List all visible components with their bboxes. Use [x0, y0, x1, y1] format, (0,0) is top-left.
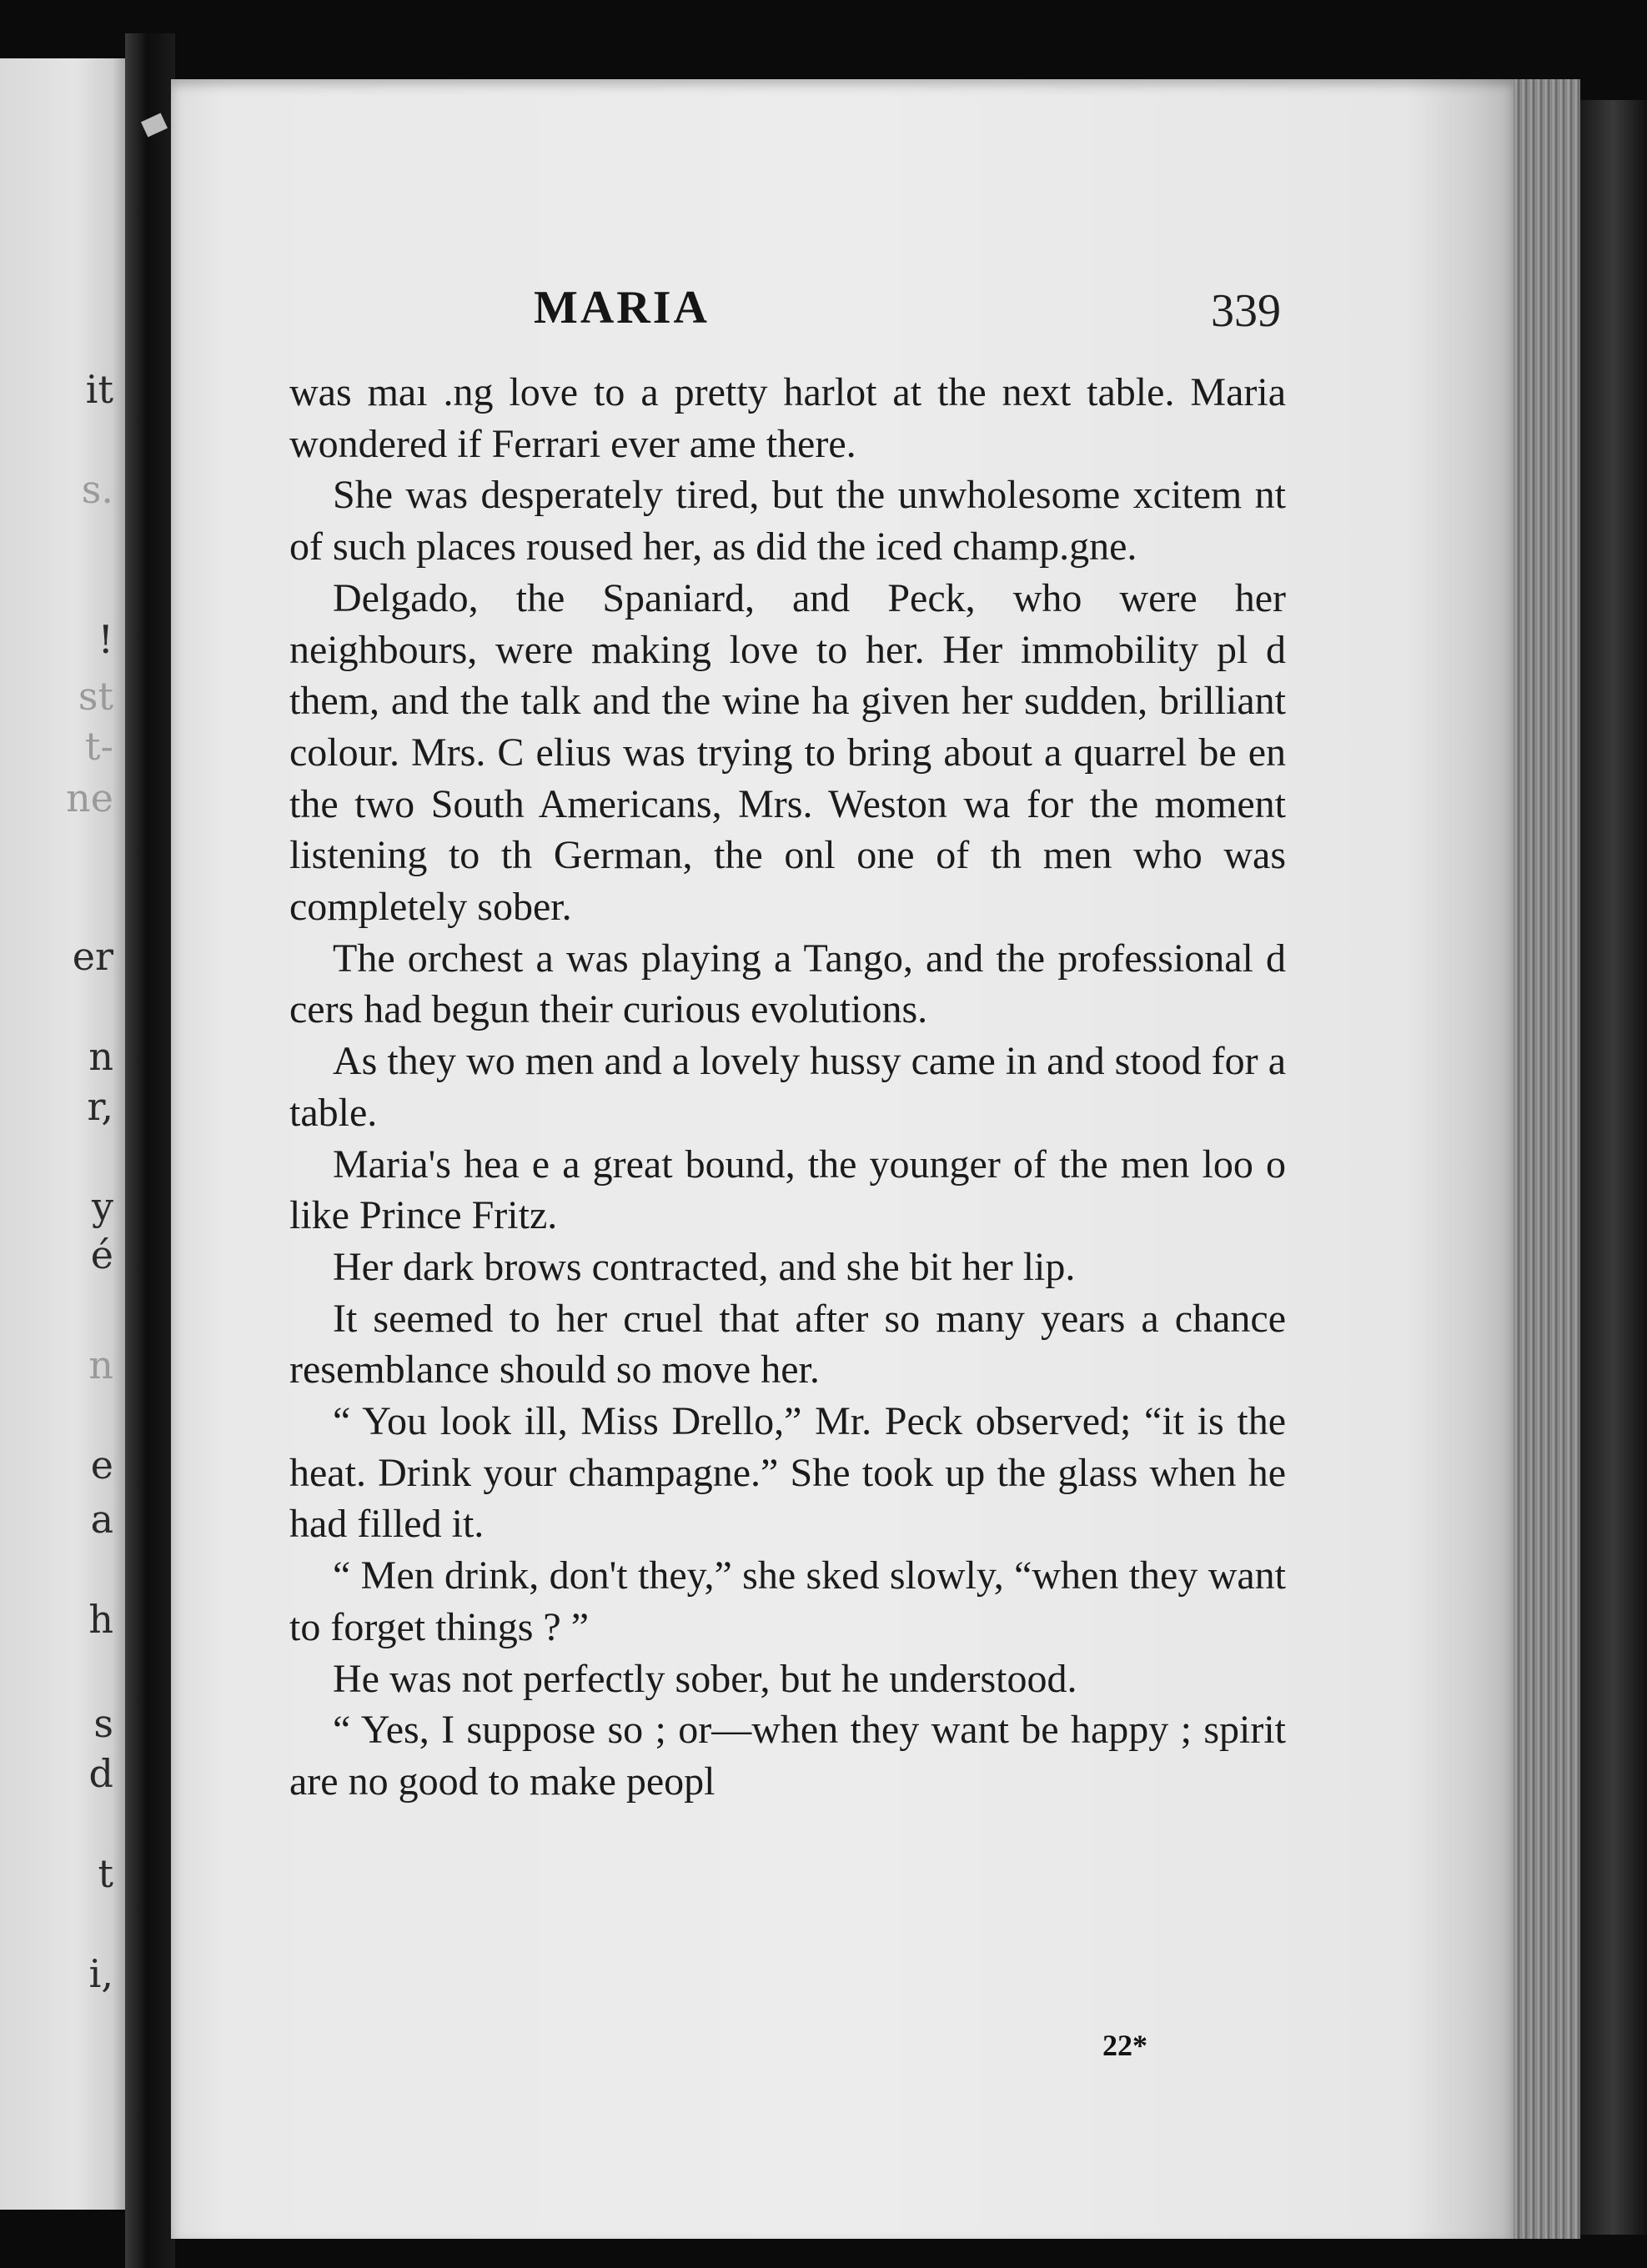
left-page-fragment: y [92, 1184, 113, 1229]
left-facing-page [0, 58, 125, 2210]
left-page-fragment: t [98, 1851, 113, 1896]
left-page-fragment: st [78, 674, 113, 719]
left-page-fragment: t- [84, 724, 113, 769]
left-page-fragment: ! [98, 617, 113, 662]
paragraph: “ Men drink, don't they,” she sked slowly, “when they want to forget things ? ” [289, 1553, 1286, 1649]
page-number: 339 [1211, 285, 1281, 337]
signature-mark: 22* [1102, 2029, 1147, 2062]
left-page-fragment: ne [66, 775, 113, 820]
paragraph: He was not perfectly sober, but he understood. [333, 1656, 1077, 1701]
left-page-fragment: a [90, 1497, 113, 1542]
running-title: MARIA [534, 282, 710, 334]
paragraph: It seemed to her cruel that after so many years a chance resemblance should so move her. [289, 1296, 1286, 1392]
paragraph: Maria's hea e a great bound, the younger of the men loo o like Prince Fritz. [289, 1142, 1286, 1238]
paragraph: The orchest a was playing a Tango, and the professional d cers had begun their curious evolutions. [289, 936, 1286, 1032]
left-page-fragment: é [90, 1232, 113, 1277]
left-page-fragment: h [88, 1597, 113, 1642]
left-page-fragment: n [88, 1034, 113, 1079]
left-page-fragment: r, [87, 1084, 113, 1129]
left-page-fragment: n [88, 1342, 113, 1387]
left-page-fragment: s [93, 1701, 113, 1746]
left-page-fragment: e [90, 1443, 113, 1488]
left-page-fragment: d [88, 1751, 113, 1796]
paragraph: She was desperately tired, but the unwholesome xcitem nt of such places roused her, as did the iced champ.gne. [289, 473, 1286, 570]
paragraph: “ You look ill, Miss Drello,” Mr. Peck observed; “it is the heat. Drink your champagne.” She took up the glass when he had filled it. [289, 1399, 1286, 1547]
page-edges [1514, 79, 1580, 2239]
book-gutter [125, 33, 175, 2268]
left-page-fragment: er [72, 934, 113, 979]
body-text [289, 367, 1286, 1808]
left-page-fragment: s. [81, 467, 113, 512]
paragraph: Delgado, the Spaniard, and Peck, who were her neighbours, were making love to her. Her immobility pl d them, and the talk and the wine ha given her sudden, brilliant colour. Mrs. C elius was trying to bring about a quarrel be en the two South Americans, Mrs. Weston wa for the moment listening to th German, the onl one of th men who was completely sober. [289, 575, 1286, 930]
paragraph: was maı .ng love to a pretty harlot at the next table. Maria wondered if Ferrari ever ame there. [289, 370, 1286, 466]
left-page-fragment: it [85, 367, 113, 412]
scan-border [1580, 100, 1647, 2235]
paragraph: “ Yes, I suppose so ; or—when they want be happy ; spirit are no good to make peopl [289, 1708, 1286, 1804]
paragraph: As they wo men and a lovely hussy came in and stood for a table. [289, 1039, 1286, 1135]
left-page-fragment: i, [88, 1951, 113, 1996]
paragraph: Her dark brows contracted, and she bit her lip. [333, 1244, 1076, 1289]
